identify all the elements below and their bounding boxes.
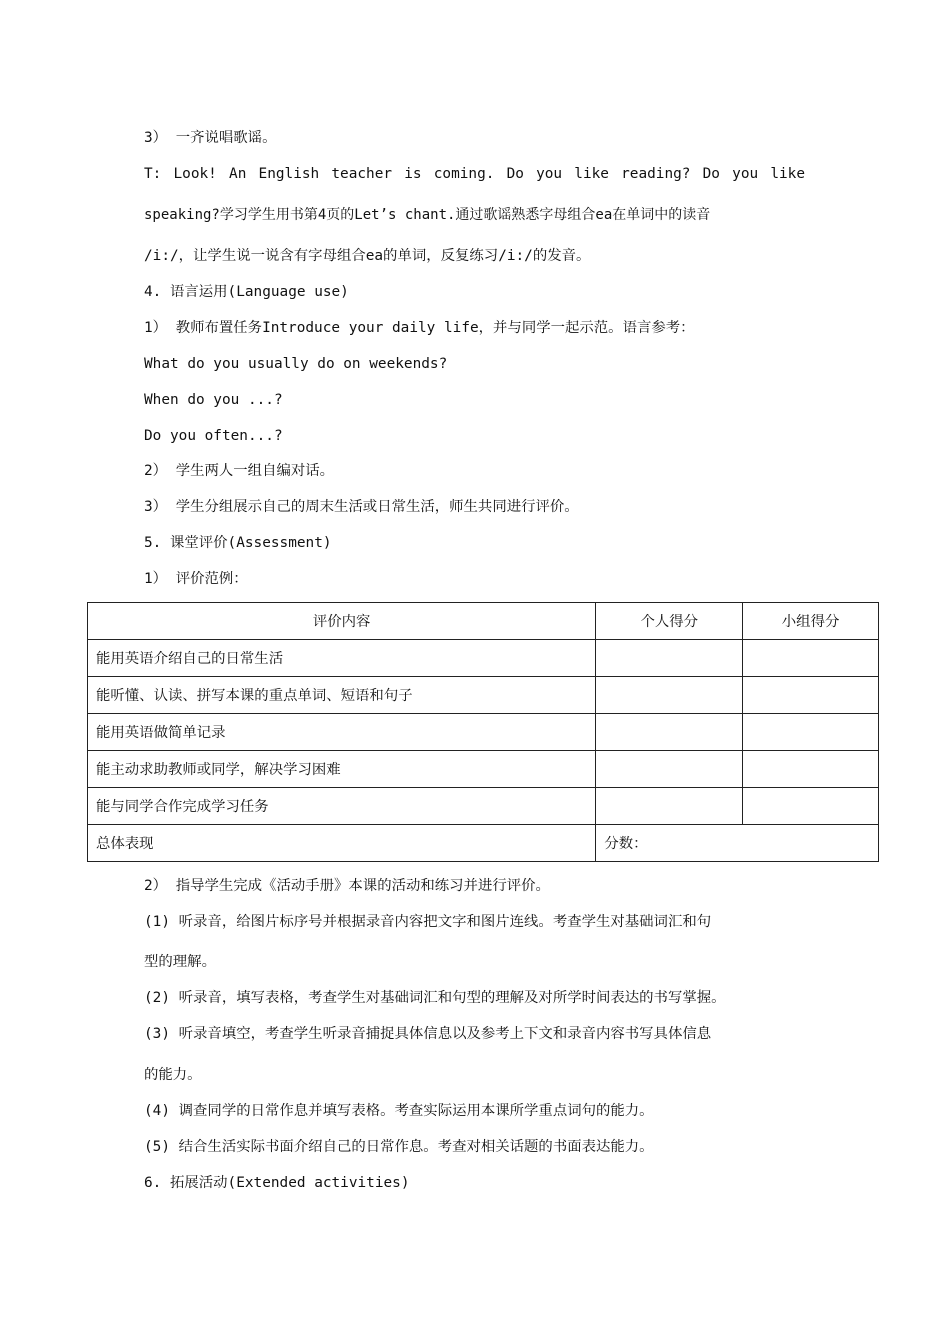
step-3-chant: 3） 一齐说唱歌谣。 bbox=[144, 130, 277, 146]
group-show-step: 3） 学生分组展示自己的周末生活或日常生活，师生共同进行评价。 bbox=[144, 499, 579, 515]
table-summary-row bbox=[88, 825, 879, 862]
table-row bbox=[88, 677, 879, 714]
header-group-score: 小组得分 bbox=[743, 603, 879, 640]
reference-sentence-3: Do you often...? bbox=[144, 428, 283, 444]
reference-sentence-1: What do you usually do on weekends? bbox=[144, 356, 448, 372]
group-score-cell bbox=[743, 788, 879, 825]
group-score-cell bbox=[743, 640, 879, 677]
task-1-line-2: 型的理解。 bbox=[144, 954, 216, 970]
reference-sentence-2: When do you ...? bbox=[144, 392, 283, 408]
section-4-heading: 4. 语言运用(Language use) bbox=[144, 284, 349, 300]
task-4: (4) 调查同学的日常作息并填写表格。考查实际运用本课所学重点词句的能力。 bbox=[144, 1103, 654, 1119]
individual-score-cell bbox=[596, 640, 743, 677]
criterion-cell: 能听懂、认读、拼写本课的重点单词、短语和句子 bbox=[88, 677, 596, 714]
individual-score-cell bbox=[596, 788, 743, 825]
table-header-row bbox=[88, 603, 879, 640]
criterion-cell: 能与同学合作完成学习任务 bbox=[88, 788, 596, 825]
group-score-cell bbox=[743, 677, 879, 714]
task-2: (2) 听录音，填写表格，考查学生对基础词汇和句型的理解及对所学时间表达的书写掌握。 bbox=[144, 990, 726, 1006]
individual-score-cell bbox=[596, 751, 743, 788]
table-row bbox=[88, 751, 879, 788]
activity-book-instruction: 2） 指导学生完成《活动手册》本课的活动和练习并进行评价。 bbox=[144, 878, 550, 894]
individual-score-cell bbox=[596, 677, 743, 714]
individual-score-cell bbox=[596, 714, 743, 751]
table-row bbox=[88, 788, 879, 825]
criterion-cell: 能用英语做简单记录 bbox=[88, 714, 596, 751]
assessment-example-label: 1） 评价范例： bbox=[144, 571, 248, 587]
task-3-line-1: (3) 听录音填空，考查学生听录音捕捉具体信息以及参考上下文和录音内容书写具体信息 bbox=[144, 1026, 712, 1042]
score-label: 分数： bbox=[596, 825, 879, 862]
task-instruction: 1） 教师布置任务Introduce your daily life，并与同学一起示范。语言参考： bbox=[144, 320, 695, 336]
table-row bbox=[88, 714, 879, 751]
task-3-line-2: 的能力。 bbox=[144, 1067, 202, 1083]
teacher-prompt-line-2: speaking?学习学生用书第4页的Let’s chant.通过歌谣熟悉字母组合ea在单词中的读音 bbox=[144, 207, 711, 223]
group-score-cell bbox=[743, 751, 879, 788]
task-5: (5) 结合生活实际书面介绍自己的日常作息。考查对相关话题的书面表达能力。 bbox=[144, 1139, 654, 1155]
task-1-line-1: (1) 听录音，给图片标序号并根据录音内容把文字和图片连线。考查学生对基础词汇和句 bbox=[144, 914, 712, 930]
section-6-heading: 6. 拓展活动(Extended activities) bbox=[144, 1175, 410, 1191]
pair-dialogue-step: 2） 学生两人一组自编对话。 bbox=[144, 463, 335, 479]
overall-performance-label: 总体表现 bbox=[88, 825, 596, 862]
section-5-heading: 5. 课堂评价(Assessment) bbox=[144, 535, 332, 551]
criterion-cell: 能主动求助教师或同学，解决学习困难 bbox=[88, 751, 596, 788]
teacher-prompt-line-1: T: Look! An English teacher is coming. Do you like reading? Do you like bbox=[144, 166, 805, 182]
group-score-cell bbox=[743, 714, 879, 751]
criterion-cell: 能用英语介绍自己的日常生活 bbox=[88, 640, 596, 677]
teacher-prompt-line-3: /i:/，让学生说一说含有字母组合ea的单词，反复练习/i:/的发音。 bbox=[144, 248, 591, 264]
header-individual-score: 个人得分 bbox=[596, 603, 743, 640]
header-content: 评价内容 bbox=[88, 603, 596, 640]
assessment-table bbox=[87, 602, 879, 862]
table-row bbox=[88, 640, 879, 677]
